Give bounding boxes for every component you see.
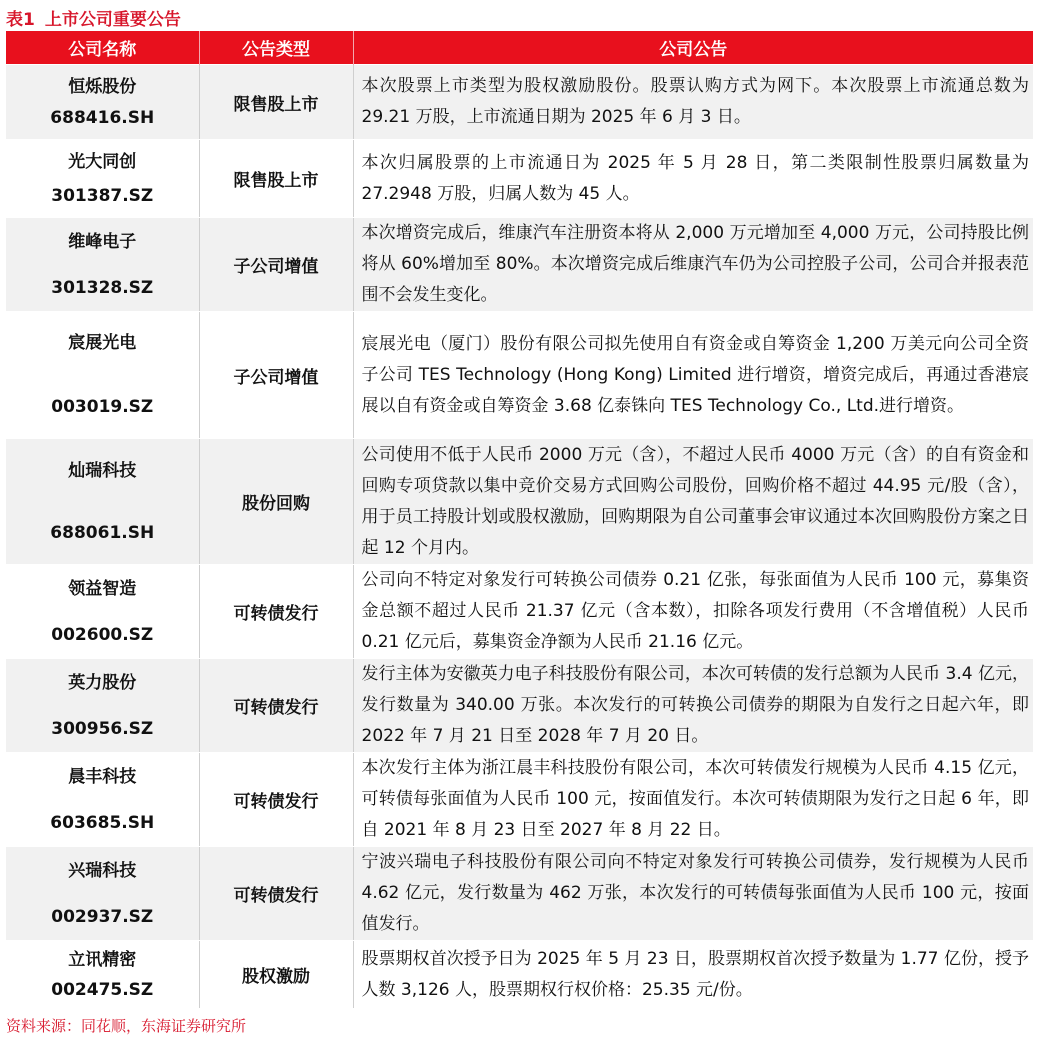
stock-code: 688061.SH [50, 522, 155, 543]
announcement-type: 可转债发行 [199, 753, 353, 847]
company-cell [6, 312, 199, 439]
table-row [6, 218, 1033, 312]
company-name: 领益智造 [68, 578, 137, 599]
table-row [6, 140, 1033, 218]
announcement-text: 发行主体为安徽英力电子科技股份有限公司，本次可转债的发行总额为人民币 3.4 亿元，发行数量为 340.00 万张。本次发行的可转换公司债券的期限为自发行之日起六年，即 2022 年 7 月 21 日至 2028 年 7 月 20 日。 [353, 659, 1033, 753]
stock-code: 301387.SZ [51, 185, 154, 206]
announcement-text: 宁波兴瑞电子科技股份有限公司向不特定对象发行可转换公司债券，发行规模为人民币 4.62 亿元，发行数量为 462 万张，本次发行的可转债每张面值为人民币 100 元，按面值发行。 [353, 847, 1033, 941]
table-row [6, 65, 1033, 140]
header-announcement-type: 公告类型 [199, 31, 353, 65]
announcement-text: 公司向不特定对象发行可转换公司债券 0.21 亿张，每张面值为人民币 100 元，募集资金总额不超过人民币 21.37 亿元（含本数），扣除各项发行费用（不含增值税）人民币 0.21 亿元后，募集资金净额为人民币 21.16 亿元。 [353, 565, 1033, 659]
company-cell [6, 565, 199, 659]
announcement-type: 股权激励 [199, 941, 353, 1009]
company-cell [6, 941, 199, 1009]
company-name: 灿瑞科技 [68, 460, 137, 481]
announcement-text: 本次发行主体为浙江晨丰科技股份有限公司，本次可转债发行规模为人民币 4.15 亿元，可转债每张面值为人民币 100 元，按面值发行。本次可转债期限为发行之日起 6 年，即自 2021 年 8 月 23 日至 2027 年 8 月 22 日。 [353, 753, 1033, 847]
stock-code: 603685.SH [50, 812, 155, 833]
source-note: 资料来源：同花顺，东海证券研究所 [6, 1017, 247, 1035]
company-name: 兴瑞科技 [68, 860, 137, 881]
stock-code: 002937.SZ [51, 906, 154, 927]
announcement-text: 本次股票上市类型为股权激励股份。股票认购方式为网下。本次股票上市流通总数为 29.21 万股，上市流通日期为 2025 年 6 月 3 日。 [353, 65, 1033, 140]
announcement-text: 股票期权首次授予日为 2025 年 5 月 23 日，股票期权首次授予数量为 1.77 亿份，授予人数 3,126 人，股票期权行权价格：25.35 元/份。 [353, 941, 1033, 1009]
stock-code: 688416.SH [50, 107, 155, 128]
company-cell [6, 659, 199, 753]
announcement-text: 本次归属股票的上市流通日为 2025 年 5 月 28 日，第二类限制性股票归属数量为 27.2948 万股，归属人数为 45 人。 [353, 140, 1033, 218]
table-title-text: 上市公司重要公告 [44, 10, 181, 30]
company-cell [6, 140, 199, 218]
announcement-text: 公司使用不低于人民币 2000 万元（含），不超过人民币 4000 万元（含）的自有资金和回购专项贷款以集中竞价交易方式回购公司股份，回购价格不超过 44.95 元/股（含），用于员工持股计划或股权激励，回购期限为自公司董事会审议通过本次回购股份方案之日起 12 个月内。 [353, 439, 1033, 565]
announcement-text: 本次增资完成后，维康汽车注册资本将从 2,000 万元增加至 4,000 万元，公司持股比例将从 60%增加至 80%。本次增资完成后维康汽车仍为公司控股子公司，公司合并报表范围不会发生变化。 [353, 218, 1033, 312]
stock-code: 003019.SZ [51, 397, 154, 417]
announcement-type: 限售股上市 [199, 65, 353, 140]
company-cell [6, 65, 199, 140]
stock-code: 301328.SZ [51, 277, 154, 298]
company-name: 恒烁股份 [68, 76, 137, 97]
table-row [6, 659, 1033, 753]
announcement-type: 可转债发行 [199, 565, 353, 659]
company-name: 宸展光电 [68, 333, 137, 353]
stock-code: 002600.SZ [51, 624, 154, 645]
announcement-text: 宸展光电（厦门）股份有限公司拟先使用自有资金或自筹资金 1,200 万美元向公司全资子公司 TES Technology (Hong Kong) Limited 进行增资，增资完成后，再通过香港宸展以自有资金或自筹资金 3.68 亿泰铢向 TES Technology Co., Ltd.进行增资。 [353, 312, 1033, 439]
table-number: 表1 [6, 10, 35, 30]
header-company-name: 公司名称 [6, 31, 199, 65]
stock-code: 300956.SZ [51, 718, 154, 739]
table-header-row [6, 31, 1033, 65]
announcement-table [6, 31, 1033, 1009]
company-cell [6, 439, 199, 565]
company-cell [6, 753, 199, 847]
table-row [6, 941, 1033, 1009]
company-name: 晨丰科技 [68, 766, 137, 787]
announcement-type: 限售股上市 [199, 140, 353, 218]
table-row [6, 565, 1033, 659]
company-name: 维峰电子 [68, 231, 137, 252]
announcement-type: 可转债发行 [199, 847, 353, 941]
company-name: 立讯精密 [68, 949, 137, 970]
announcement-type: 子公司增值 [199, 218, 353, 312]
table-row [6, 753, 1033, 847]
company-cell [6, 218, 199, 312]
header-announcement: 公司公告 [353, 31, 1033, 65]
table-title [6, 5, 191, 30]
table-row [6, 847, 1033, 941]
company-cell [6, 847, 199, 941]
table-row [6, 312, 1033, 439]
announcement-type: 子公司增值 [199, 312, 353, 439]
announcement-type: 股份回购 [199, 439, 353, 565]
company-name: 英力股份 [68, 672, 137, 693]
announcement-type: 可转债发行 [199, 659, 353, 753]
company-name: 光大同创 [68, 151, 137, 172]
stock-code: 002475.SZ [51, 979, 154, 1000]
table-row [6, 439, 1033, 565]
